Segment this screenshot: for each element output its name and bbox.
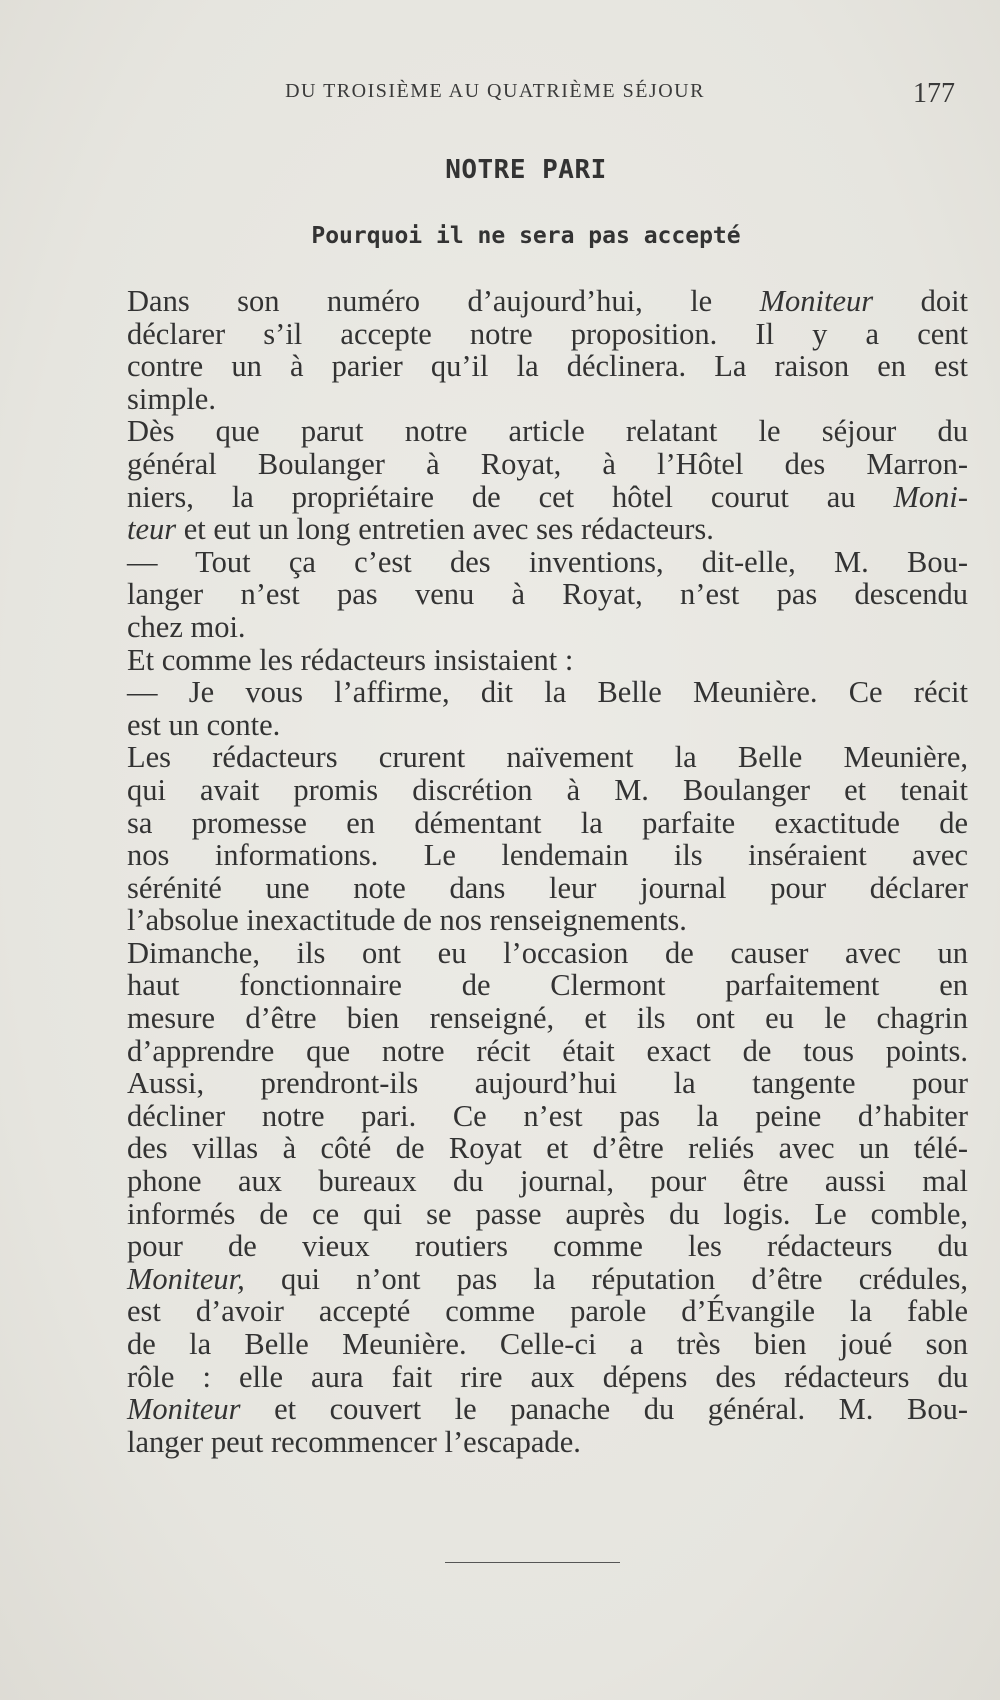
- text-line: informés de ce qui se passe auprès du logis. Le comble,: [127, 1196, 968, 1231]
- text-line: sa promesse en démentant la parfaite exactitude de: [127, 805, 968, 840]
- text-line: rôle : elle aura fait rire aux dépens des rédacteurs du: [127, 1359, 968, 1394]
- text-line: est un conte.: [127, 707, 281, 742]
- paragraph: [95, 546, 968, 644]
- text-line: d’apprendre que notre récit était exact de tous points.: [127, 1033, 968, 1068]
- text-line: niers, la propriétaire de cet hôtel courut au Moni-: [127, 479, 968, 514]
- text-line: sérénité une note dans leur journal pour déclarer: [127, 870, 968, 905]
- text-line: phone aux bureaux du journal, pour être aussi mal: [127, 1164, 968, 1199]
- text-line: décliner notre pari. Ce n’est pas la peine d’habiter: [127, 1098, 968, 1133]
- paragraph: [95, 741, 968, 937]
- paragraph: [95, 644, 968, 677]
- text-line: général Boulanger à Royat, à l’Hôtel des Marron-: [127, 446, 968, 481]
- text-line: contre un à parier qu’il la déclinera. La raison en est: [127, 349, 968, 384]
- paragraph: [95, 937, 968, 1067]
- text-line: simple.: [127, 381, 216, 416]
- text-line: — Tout ça c’est des inventions, dit-elle, M. Bou-: [127, 544, 968, 579]
- text-line: Dimanche, ils ont eu l’occasion de causer avec un: [127, 935, 968, 970]
- paragraph: [95, 1067, 968, 1458]
- text-line: qui avait promis discrétion à M. Boulanger et tenait: [127, 772, 968, 807]
- text-line: Dès que parut notre article relatant le séjour du: [127, 414, 968, 449]
- text-line: Aussi, prendront-ils aujourd’hui la tangente pour: [127, 1066, 968, 1101]
- text-line: déclarer s’il accepte notre proposition. Il y a cent: [127, 316, 968, 351]
- text-line: haut fonctionnaire de Clermont parfaitement en: [127, 968, 968, 1003]
- paragraph: [95, 415, 968, 545]
- paragraph: [95, 676, 968, 741]
- text-line: pour de vieux routiers comme les rédacteurs du: [127, 1229, 968, 1264]
- text-line: langer peut recommencer l’escapade.: [127, 1424, 581, 1459]
- article-subtitle: Pourquoi il ne sera pas accepté: [311, 223, 741, 249]
- text-line: teur et eut un long entretien avec ses rédacteurs.: [127, 512, 714, 547]
- text-line: — Je vous l’affirme, dit la Belle Meunière. Ce récit: [127, 675, 968, 710]
- text-line: mesure d’être bien renseigné, et ils ont eu le chagrin: [127, 1001, 968, 1036]
- running-title: DU TROISIÈME AU QUATRIÈME SÉJOUR: [285, 80, 705, 102]
- text-line: Dans son numéro d’aujourd’hui, le Moniteur doit: [127, 284, 969, 318]
- text-line: est d’avoir accepté comme parole d’Évangile la fable: [127, 1294, 968, 1329]
- text-line: des villas à côté de Royat et d’être reliés avec un télé-: [127, 1131, 968, 1166]
- article-title: NOTRE PARI: [445, 155, 607, 185]
- text-line: Les rédacteurs crurent naïvement la Belle Meunière,: [127, 740, 968, 775]
- text-line: Et comme les rédacteurs insistaient :: [127, 642, 574, 677]
- text-line: chez moi.: [127, 609, 246, 644]
- end-rule: [445, 1562, 620, 1563]
- text-line: l’absolue inexactitude de nos renseignements.: [127, 903, 687, 938]
- text-line: de la Belle Meunière. Celle-ci a très bien joué son: [127, 1327, 968, 1361]
- text-line: Moniteur et couvert le panache du général. M. Bou-: [127, 1392, 968, 1427]
- text-line: nos informations. Le lendemain ils inséraient avec: [127, 838, 968, 873]
- paragraph: [95, 285, 968, 415]
- article-body: [95, 285, 968, 1458]
- text-line: langer n’est pas venu à Royat, n’est pas descendu: [127, 577, 968, 612]
- text-line: Moniteur, qui n’ont pas la réputation d’être crédules,: [127, 1261, 968, 1296]
- page-number: 177: [913, 78, 955, 109]
- running-head: [95, 80, 955, 110]
